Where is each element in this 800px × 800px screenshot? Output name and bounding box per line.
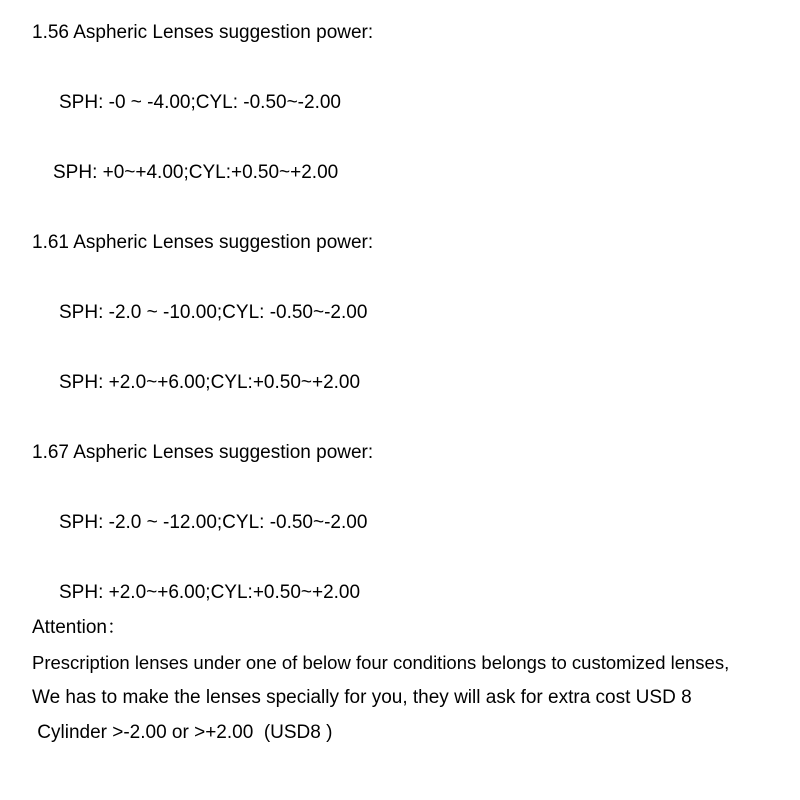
spec-line-1-56-plus: SPH: +0~+4.00;CYL:+0.50~+2.00 bbox=[53, 162, 339, 183]
spec-line-1-67-minus: SPH: -2.0 ~ -12.00;CYL: -0.50~-2.00 bbox=[59, 512, 368, 533]
attention-line-conditions: Prescription lenses under one of below four conditions belongs to customized lenses, bbox=[32, 652, 730, 673]
attention-title: Attention： bbox=[32, 617, 126, 638]
section-heading-1-67: 1.67 Aspheric Lenses suggestion power: bbox=[32, 442, 374, 463]
attention-line-cylinder: Cylinder >-2.00 or >+2.00 (USD8 ) bbox=[32, 722, 333, 743]
attention-line-extra-cost: We has to make the lenses specially for you, they will ask for extra cost USD 8 bbox=[32, 687, 692, 708]
spec-line-1-67-plus: SPH: +2.0~+6.00;CYL:+0.50~+2.00 bbox=[59, 582, 361, 603]
spec-line-1-56-minus: SPH: -0 ~ -4.00;CYL: -0.50~-2.00 bbox=[59, 92, 341, 113]
spec-line-1-61-minus: SPH: -2.0 ~ -10.00;CYL: -0.50~-2.00 bbox=[59, 302, 368, 323]
spec-line-1-61-plus: SPH: +2.0~+6.00;CYL:+0.50~+2.00 bbox=[59, 372, 361, 393]
section-heading-1-56: 1.56 Aspheric Lenses suggestion power: bbox=[32, 22, 374, 43]
section-heading-1-61: 1.61 Aspheric Lenses suggestion power: bbox=[32, 232, 374, 253]
